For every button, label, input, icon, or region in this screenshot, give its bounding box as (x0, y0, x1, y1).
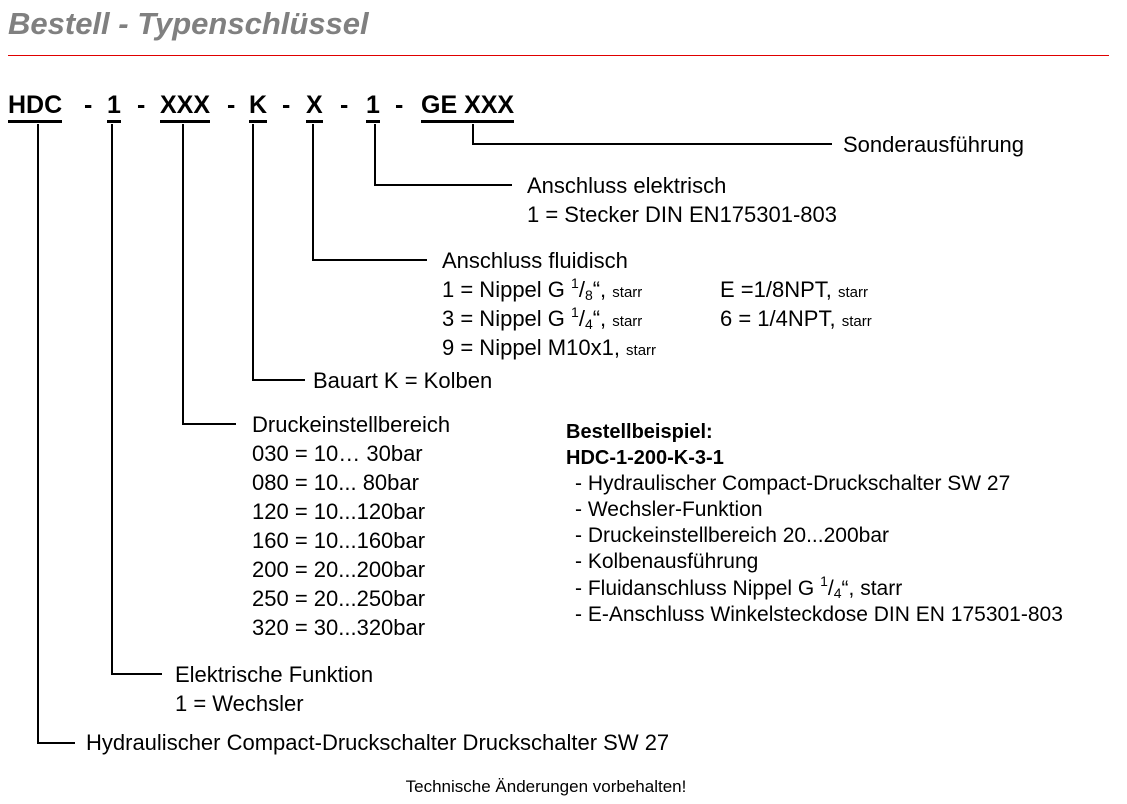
pressure-option: 160 = 10...160bar (252, 528, 426, 553)
label-type: Bauart K = Kolben (313, 368, 493, 393)
label-special-version: Sonderausführung (843, 132, 1025, 157)
pressure-option: 120 = 10...120bar (252, 499, 426, 524)
label-series: Hydraulischer Compact-Druckschalter Druckschalter SW 27 (86, 730, 670, 755)
fluid-option-e: E =1/8NPT, starr (720, 277, 869, 302)
example-heading: Bestellbeispiel: (566, 421, 713, 443)
fluid-option-9: 9 = Nippel M10x1, starr (442, 335, 657, 360)
code-separator: - (282, 91, 291, 119)
code-function: 1 (107, 90, 121, 123)
code-fluid-connection: X (306, 90, 323, 123)
pressure-option: 200 = 20...200bar (252, 557, 426, 582)
electrical-option: 1 = Stecker DIN EN175301-803 (527, 202, 838, 227)
pressure-option: 320 = 30...320bar (252, 615, 426, 640)
function-option: 1 = Wechsler (175, 691, 304, 716)
pressure-option: 080 = 10... 80bar (252, 470, 419, 495)
pressure-option: 250 = 20...250bar (252, 586, 426, 611)
code-separator: - (340, 91, 349, 119)
example-item: - Druckeinstellbereich 20...200bar (575, 524, 889, 547)
fluid-option-1: 1 = Nippel G $^1/_8“$, starr (442, 275, 643, 303)
code-separator: - (137, 91, 146, 119)
footer-note: Technische Änderungen vorbehalten! (405, 777, 687, 796)
label-electrical-connection: Anschluss elektrisch (527, 173, 727, 198)
code-separator: - (227, 91, 236, 119)
code-pressure-range: XXX (160, 90, 210, 123)
example-item: - E-Anschluss Winkelsteckdose DIN EN 175301-803 (575, 603, 1063, 626)
code-type: K (249, 90, 267, 123)
code-special: GE XXX (421, 90, 514, 123)
example-item: - Fluidanschluss Nippel G $^1/_4“$, starr (575, 573, 903, 601)
label-pressure-range: Druckeinstellbereich (252, 412, 451, 437)
label-fluid-connection: Anschluss fluidisch (442, 248, 628, 273)
code-series: HDC (8, 90, 62, 123)
fluid-option-6: 6 = 1/4NPT, starr (720, 306, 872, 331)
code-separator: - (395, 91, 404, 119)
example-item: - Hydraulischer Compact-Druckschalter SW 27 (575, 472, 1011, 495)
example-item: - Wechsler-Funktion (575, 498, 763, 521)
example-code: HDC-1-200-K-3-1 (566, 447, 724, 469)
example-item: - Kolbenausführung (575, 550, 759, 573)
page-title: Bestell - Typenschlüssel (8, 6, 369, 41)
code-electrical-connection: 1 (366, 90, 380, 123)
fluid-option-3: 3 = Nippel G $^1/_4“$, starr (442, 304, 643, 332)
label-electrical-function: Elektrische Funktion (175, 662, 374, 687)
code-separator: - (84, 91, 93, 119)
pressure-option: 030 = 10… 30bar (252, 441, 423, 466)
